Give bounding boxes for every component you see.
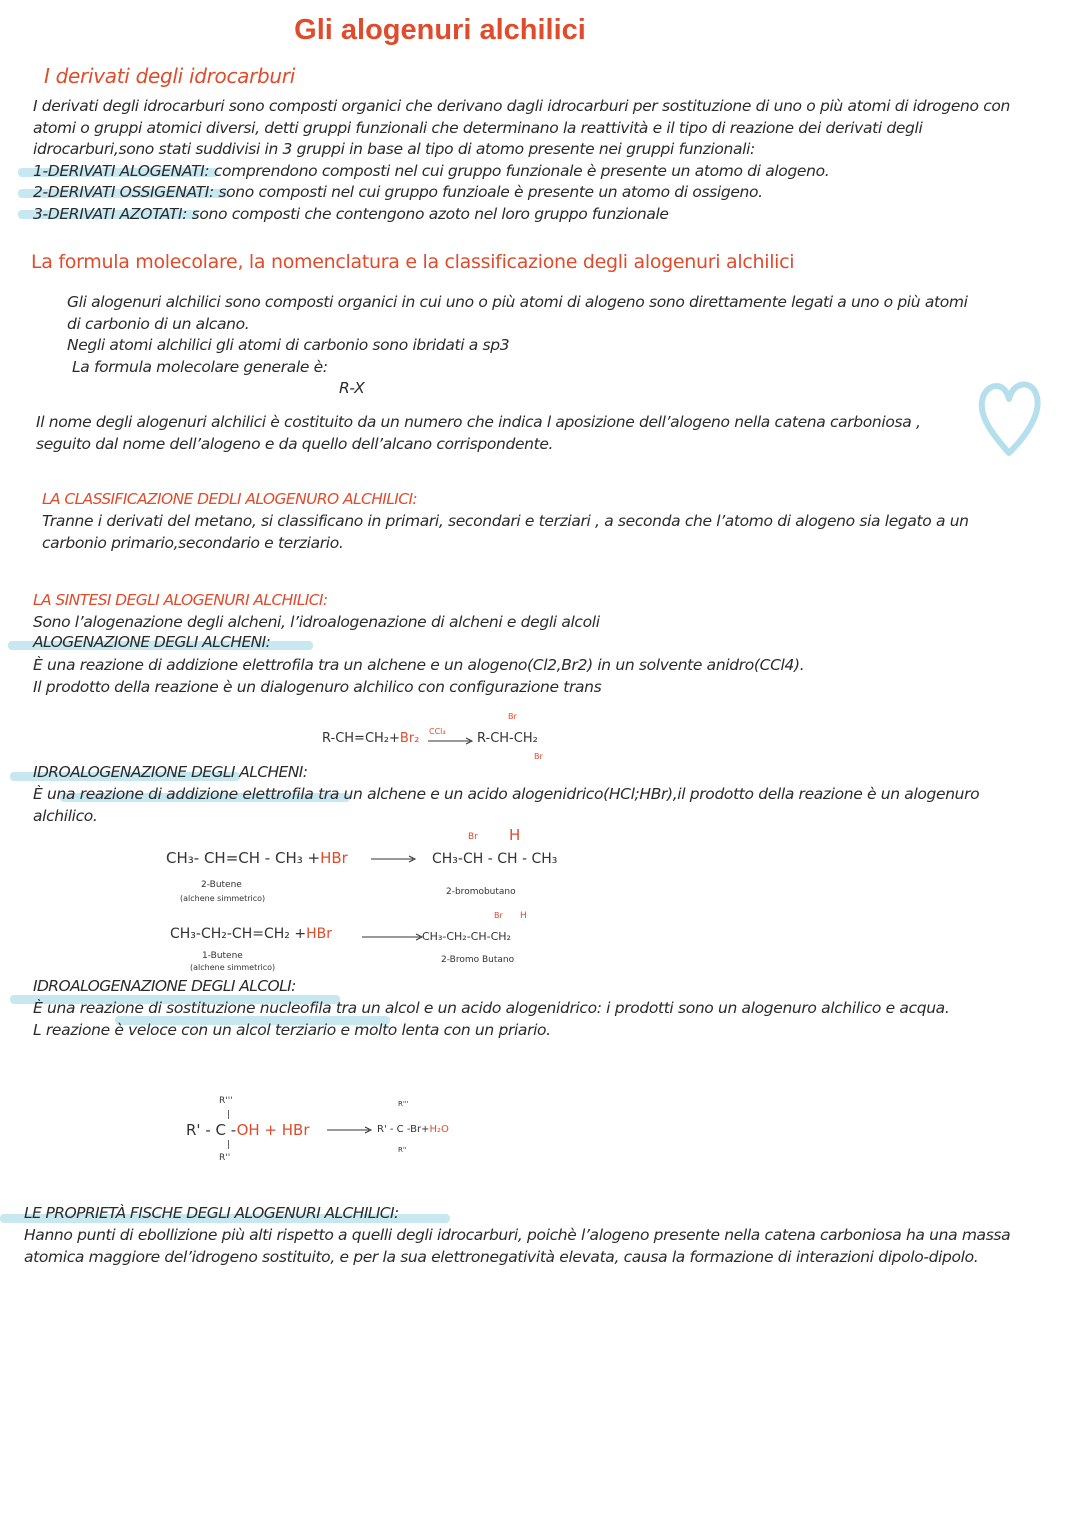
- substituent-h: H: [520, 911, 527, 921]
- substituent-top: R''': [219, 1096, 233, 1106]
- section-heading-derivati: I derivati degli idrocarburi: [44, 64, 295, 88]
- substituent-bottom: R'': [398, 1146, 407, 1154]
- paragraph-line: È una reazione di sostituzione nucleofila tra un alcol e un acido alogenidrico: i prodotti sono un alogenuro alchilico e acqua.: [33, 999, 950, 1017]
- section-body-derivati: [33, 96, 1010, 225]
- classification-heading: LA CLASSIFICAZIONE DEDLI ALOGENURO ALCHILICI:: [42, 490, 418, 508]
- reactant-name: 1-Butene: [202, 951, 243, 961]
- list-item: 1-DERIVATI ALOGENATI: comprendono composti nel cui gruppo funzionale è presente un atomo di alogeno.: [33, 161, 830, 180]
- paragraph-line: carbonio primario,secondario e terziario.: [42, 533, 344, 552]
- paragraph-line: La formula molecolare generale è:: [72, 357, 328, 376]
- substituent-br: Br: [508, 712, 517, 721]
- reaction-arrow-icon: [362, 933, 424, 941]
- reagent: HBr: [320, 849, 348, 867]
- product-name: 2-Bromo Butano: [441, 955, 515, 965]
- solvent-label: CCl₄: [429, 727, 446, 736]
- paragraph-line: È una reazione di addizione elettrofila tra un alchene e un alogeno(Cl2,Br2) in un solvente anidro(CCl4).: [33, 656, 805, 674]
- paragraph-line: atomica maggiore del’idrogeno sostituito, e per la sua elettronegatività elevata, causa la formazione di interazioni dipolo-dipolo.: [24, 1247, 979, 1266]
- bond-line: |: [227, 1140, 231, 1150]
- product: R-CH-CH₂: [477, 731, 538, 746]
- alcohol-hydrohalogenation-heading: IDROALOGENAZIONE DEGLI ALCOLI:: [33, 977, 296, 995]
- reaction1-product: CH₃-CH - CH - CH₃: [432, 851, 558, 867]
- classification-body: [42, 511, 969, 554]
- reactant-note: (alchene simmetrico): [190, 963, 276, 972]
- reagent: HBr: [281, 1121, 310, 1139]
- substituent-br: Br: [534, 752, 543, 761]
- paragraph-line: Gli alogenuri alchilici sono composti organici in cui uno o più atomi di alogeno sono direttamente legati a uno o più atomi: [67, 293, 968, 311]
- substituent-bottom: R'': [219, 1153, 231, 1163]
- paragraph-line: Il prodotto della reazione è un dialogenuro alchilico con configurazione trans: [33, 677, 602, 696]
- bond-line: |: [227, 1110, 231, 1120]
- paragraph-line: seguito dal nome dell’alogeno e da quello dell’alcano corrispondente.: [36, 434, 554, 453]
- reaction-arrow-icon: [327, 1126, 373, 1134]
- reaction3-product: [377, 1124, 449, 1135]
- heart-doodle-icon: [975, 375, 1045, 463]
- paragraph-line: di carbonio di un alcano.: [67, 314, 250, 333]
- properties-heading: LE PROPRIETÀ FISCHE DEGLI ALOGENURI ALCHILICI:: [24, 1204, 399, 1222]
- reactant: R' - C -: [186, 1121, 237, 1139]
- reactant: R-CH=CH₂+: [322, 731, 400, 746]
- reactant: CH₃-CH₂-CH=CH₂ +: [170, 926, 307, 942]
- properties-body: [24, 1225, 1010, 1268]
- reagent: Br₂: [399, 731, 420, 746]
- paragraph-line: Hanno punti di ebollizione più alti rispetto a quelli degli idrocarburi, poichè l’alogeno presente nella catena carboniosa ha una massa: [24, 1226, 1011, 1244]
- alcohol-hydrohalogenation-body: [33, 998, 949, 1041]
- reaction-halogenation: [322, 731, 419, 746]
- reactant-name: 2-Butene: [201, 880, 242, 890]
- general-formula: R-X: [339, 379, 365, 397]
- section-body-formula: [67, 292, 968, 378]
- product: R' - C -: [377, 1124, 411, 1135]
- reaction-arrow-icon: [371, 855, 417, 863]
- list-item: 3-DERIVATI AZOTATI: sono composti che contengono azoto nel loro gruppo funzionale: [33, 204, 669, 223]
- list-item: 2-DERIVATI OSSIGENATI: sono composti nel cui gruppo funzioale è presente un atomo di ossigeno.: [33, 183, 763, 201]
- reagent: HBr: [306, 926, 332, 942]
- alkene-halogenation-heading: ALOGENAZIONE DEGLI ALCHENI:: [33, 633, 271, 651]
- paragraph-line: atomi o gruppi atomici diversi, detti gruppi funzionali che determinano la reattività e il tipo di reazione dei derivati degli: [33, 118, 923, 137]
- substituent-h: H: [509, 826, 521, 844]
- substituent-br: Br: [494, 911, 503, 920]
- paragraph-line: idrocarburi,sono stati suddivisi in 3 gruppi in base al tipo di atomo presente nei gruppi funzionali:: [33, 140, 755, 158]
- product-halide: Br+: [410, 1124, 430, 1135]
- alkene-hydrohalogenation-heading: IDROALOGENAZIONE DEGLI ALCHENI:: [33, 763, 308, 781]
- paragraph-line: Negli atomi alchilici gli atomi di carbonio sono ibridati a sp3: [67, 336, 510, 354]
- water: H₂O: [429, 1124, 449, 1135]
- page-title: Gli alogenuri alchilici: [294, 14, 586, 46]
- paragraph-line: Il nome degli alogenuri alchilici è costituito da un numero che indica l aposizione dell’alogeno nella catena carboniosa ,: [36, 413, 921, 431]
- section-heading-formula: La formula molecolare, la nomenclatura e la classificazione degli alogenuri alchilici: [31, 251, 795, 273]
- reaction3-reactant: [186, 1121, 310, 1139]
- product-name: 2-bromobutano: [446, 887, 516, 897]
- paragraph-line: alchilico.: [33, 806, 98, 825]
- alkene-halogenation-body: [33, 655, 804, 698]
- paragraph-line: Tranne i derivati del metano, si classificano in primari, secondari e terziari , a seconda che l’atomo di alogeno sia legato a un: [42, 512, 969, 530]
- synthesis-heading: LA SINTESI DEGLI ALOGENURI ALCHILICI:: [33, 591, 328, 609]
- substituent-br: Br: [468, 832, 478, 842]
- naming-paragraph: [36, 412, 921, 455]
- hydroxyl-group: OH +: [236, 1121, 282, 1139]
- alkene-hydrohalogenation-body: [33, 784, 979, 827]
- reaction2-reactant: [170, 926, 332, 942]
- reactant: CH₃- CH=CH - CH₃ +: [166, 849, 321, 867]
- paragraph-line: È una reazione di addizione elettrofila tra un alchene e un acido alogenidrico(HCl;HBr),il prodotto della reazione è un alogenuro: [33, 785, 980, 803]
- reaction1-reactant: [166, 849, 348, 867]
- reaction2-product: CH₃-CH₂-CH-CH₂: [422, 930, 511, 943]
- synthesis-intro: Sono l’alogenazione degli alcheni, l’idroalogenazione di alcheni e degli alcoli: [33, 613, 600, 631]
- substituent-top: R''': [398, 1100, 409, 1108]
- reactant-note: (alchene simmetrico): [180, 894, 266, 903]
- reaction-arrow-icon: [428, 737, 474, 745]
- paragraph-line: L reazione è veloce con un alcol terziario e molto lenta con un priario.: [33, 1020, 551, 1039]
- paragraph-line: I derivati degli idrocarburi sono composti organici che derivano dagli idrocarburi per sostituzione di uno o più atomi di idrogeno con: [33, 97, 1011, 115]
